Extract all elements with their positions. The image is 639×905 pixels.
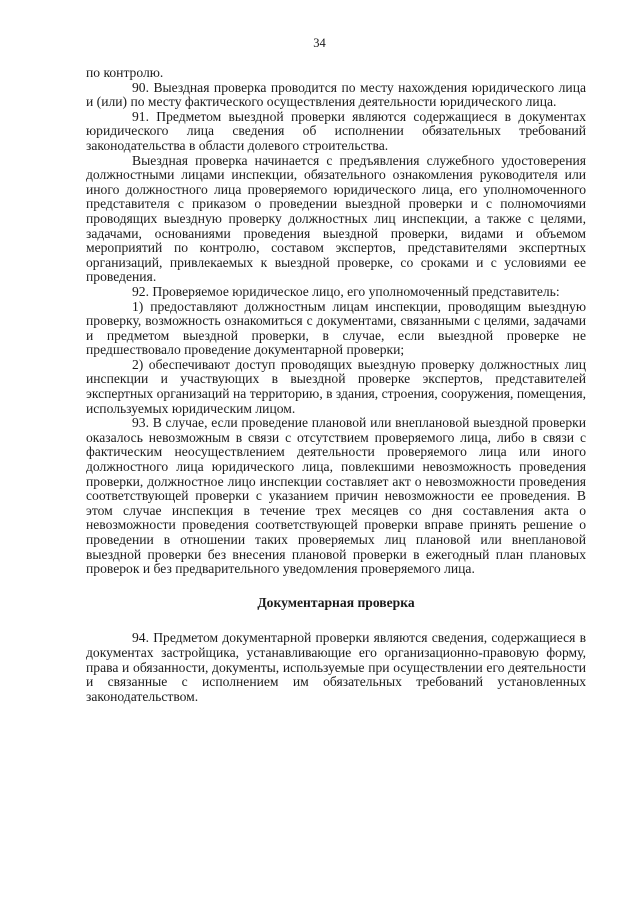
section-heading: Документарная проверка xyxy=(257,594,415,610)
page-number: 34 xyxy=(313,36,326,50)
paragraph-91: 91. Предметом выездной проверки являются содержащиеся в документах юридического лица сведения об исполнении обязательных требований законодательства в области долевого строительства. xyxy=(86,108,586,153)
paragraph-92: 92. Проверяемое юридическое лицо, его уполномоченный представитель: xyxy=(132,283,560,299)
list-item: 1) предоставляют должностным лицам инспекции, проводящим выездную проверку, возможность ознакомиться с документами, связанными с целями, задачами и предметом выездной проверки, в случае, если выездной проверке не предшествовало проведение документарной проверки; xyxy=(86,298,586,358)
paragraph: Выездная проверка начинается с предъявления служебного удостоверения должностными лицами инспекции, обязательного ознакомления руководителя или иного должностного лица проверяемого юридического лица, его уполномоченного представителя с приказом о проведении выездной проверки и с полномочиями проводящих выездную проверку должностных лиц инспекции, а также с целями, задачами, основаниями проведения выездной проверки, видами и объемом мероприятий по контролю, составом экспертов, представителями экспертных организаций, привлекаемых к выездной проверке, со сроками и с условиями ее проведения. xyxy=(86,152,586,285)
paragraph: по контролю. xyxy=(86,65,164,80)
paragraph-93: 93. В случае, если проведение плановой или внеплановой выездной проверки оказалось невозможным в связи с отсутствием проверяемого лица, либо в связи с фактическим неосуществлением деятельности проверяемого лица или иного должностного лица юридического лица, повлекшими невозможность проведения проверки, должностное лицо инспекции составляет акт о невозможности проведения соответствующей проверки с указанием причин невозможности ее проведения. В этом случае инспекция в течение трех месяцев со дня составления акта о невозможности проведения соответствующей проверки вправе принять решение о проведении в отношении таких проверяемых лиц плановой или внеплановой выездной проверки без внесения плановой проверки в ежегодный план плановых проверок и без предварительного уведомления проверяемого лица. xyxy=(86,415,586,577)
paragraph-94: 94. Предметом документарной проверки являются сведения, содержащиеся в документах застройщика, устанавливающие его организационно-правовую форму, права и обязанности, документы, используемые при осуществлении его деятельности и связанные с исполнением им обязательных требований установленных законодательством. xyxy=(86,630,586,704)
list-item: 2) обеспечивают доступ проводящих выездную проверку должностных лиц инспекции и участвующих в выездной проверке экспертов, представителей экспертных организаций на территорию, в здания, строения, сооружения, помещения, используемых юридическим лицом. xyxy=(86,356,586,416)
paragraph-90: 90. Выездная проверка проводится по месту нахождения юридического лица и (или) по месту фактического осуществления деятельности юридического лица. xyxy=(86,79,586,110)
page-body xyxy=(86,66,586,704)
